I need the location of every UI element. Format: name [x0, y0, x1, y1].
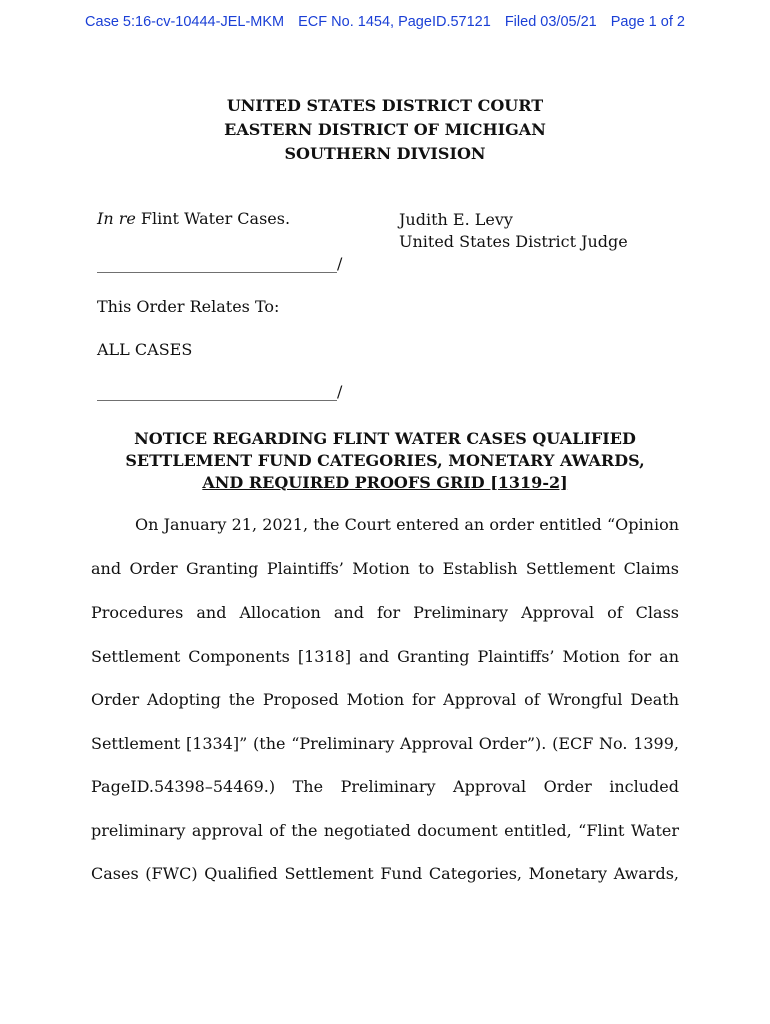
body-line: On January 21, 2021, the Court entered an order entitled “Opinion [135, 515, 679, 534]
title-line-2: SETTLEMENT FUND CATEGORIES, MONETARY AWARDS, [125, 451, 645, 470]
case-caption [97, 209, 290, 228]
body-line: Order Adopting the Proposed Motion for Approval of Wrongful Death [91, 690, 679, 709]
body-line: PageID.54398–54469.) The Preliminary Approval Order included [91, 777, 679, 796]
caption-rule-2: ______________________________/ [97, 382, 343, 401]
case-number: Case 5:16-cv-10444-JEL-MKM [85, 14, 285, 30]
in-re-text: Flint Water Cases. [135, 209, 291, 228]
page-count: Page 1 of 2 [610, 14, 685, 30]
relates-to: This Order Relates To: [97, 297, 280, 316]
body-line: Procedures and Allocation and for Preliminary Approval of Class [91, 603, 679, 622]
body-line: and Order Granting Plaintiffs’ Motion to Establish Settlement Claims [91, 559, 679, 578]
court-line-3: SOUTHERN DIVISION [284, 144, 486, 163]
in-re-italic: In re [97, 209, 136, 228]
court-line-1: UNITED STATES DISTRICT COURT [226, 96, 544, 115]
title-line-3: AND REQUIRED PROOFS GRID [1319-2] [202, 473, 568, 492]
judge-name: Judith E. Levy [399, 210, 513, 229]
body-line: preliminary approval of the negotiated document entitled, “Flint Water [91, 821, 679, 840]
all-cases: ALL CASES [97, 340, 193, 359]
notice-title [0, 428, 770, 494]
filed-date: Filed 03/05/21 [504, 14, 597, 30]
body-line: Settlement [1334]” (the “Preliminary Approval Order”). (ECF No. 1399, [91, 734, 679, 753]
body-line: Settlement Components [1318] and Granting Plaintiffs’ Motion for an [91, 647, 679, 666]
judge-block [399, 209, 628, 253]
ecf-header-stamp [0, 14, 770, 30]
ecf-number: ECF No. 1454, PageID.57121 [298, 14, 491, 30]
title-line-1: NOTICE REGARDING FLINT WATER CASES QUALIFIED [134, 429, 636, 448]
court-heading [0, 94, 770, 166]
caption-rule-1: ______________________________/ [97, 254, 343, 273]
body-line: Cases (FWC) Qualified Settlement Fund Categories, Monetary Awards, [91, 864, 679, 883]
court-line-2: EASTERN DISTRICT OF MICHIGAN [224, 120, 546, 139]
judge-title: United States District Judge [399, 232, 628, 251]
